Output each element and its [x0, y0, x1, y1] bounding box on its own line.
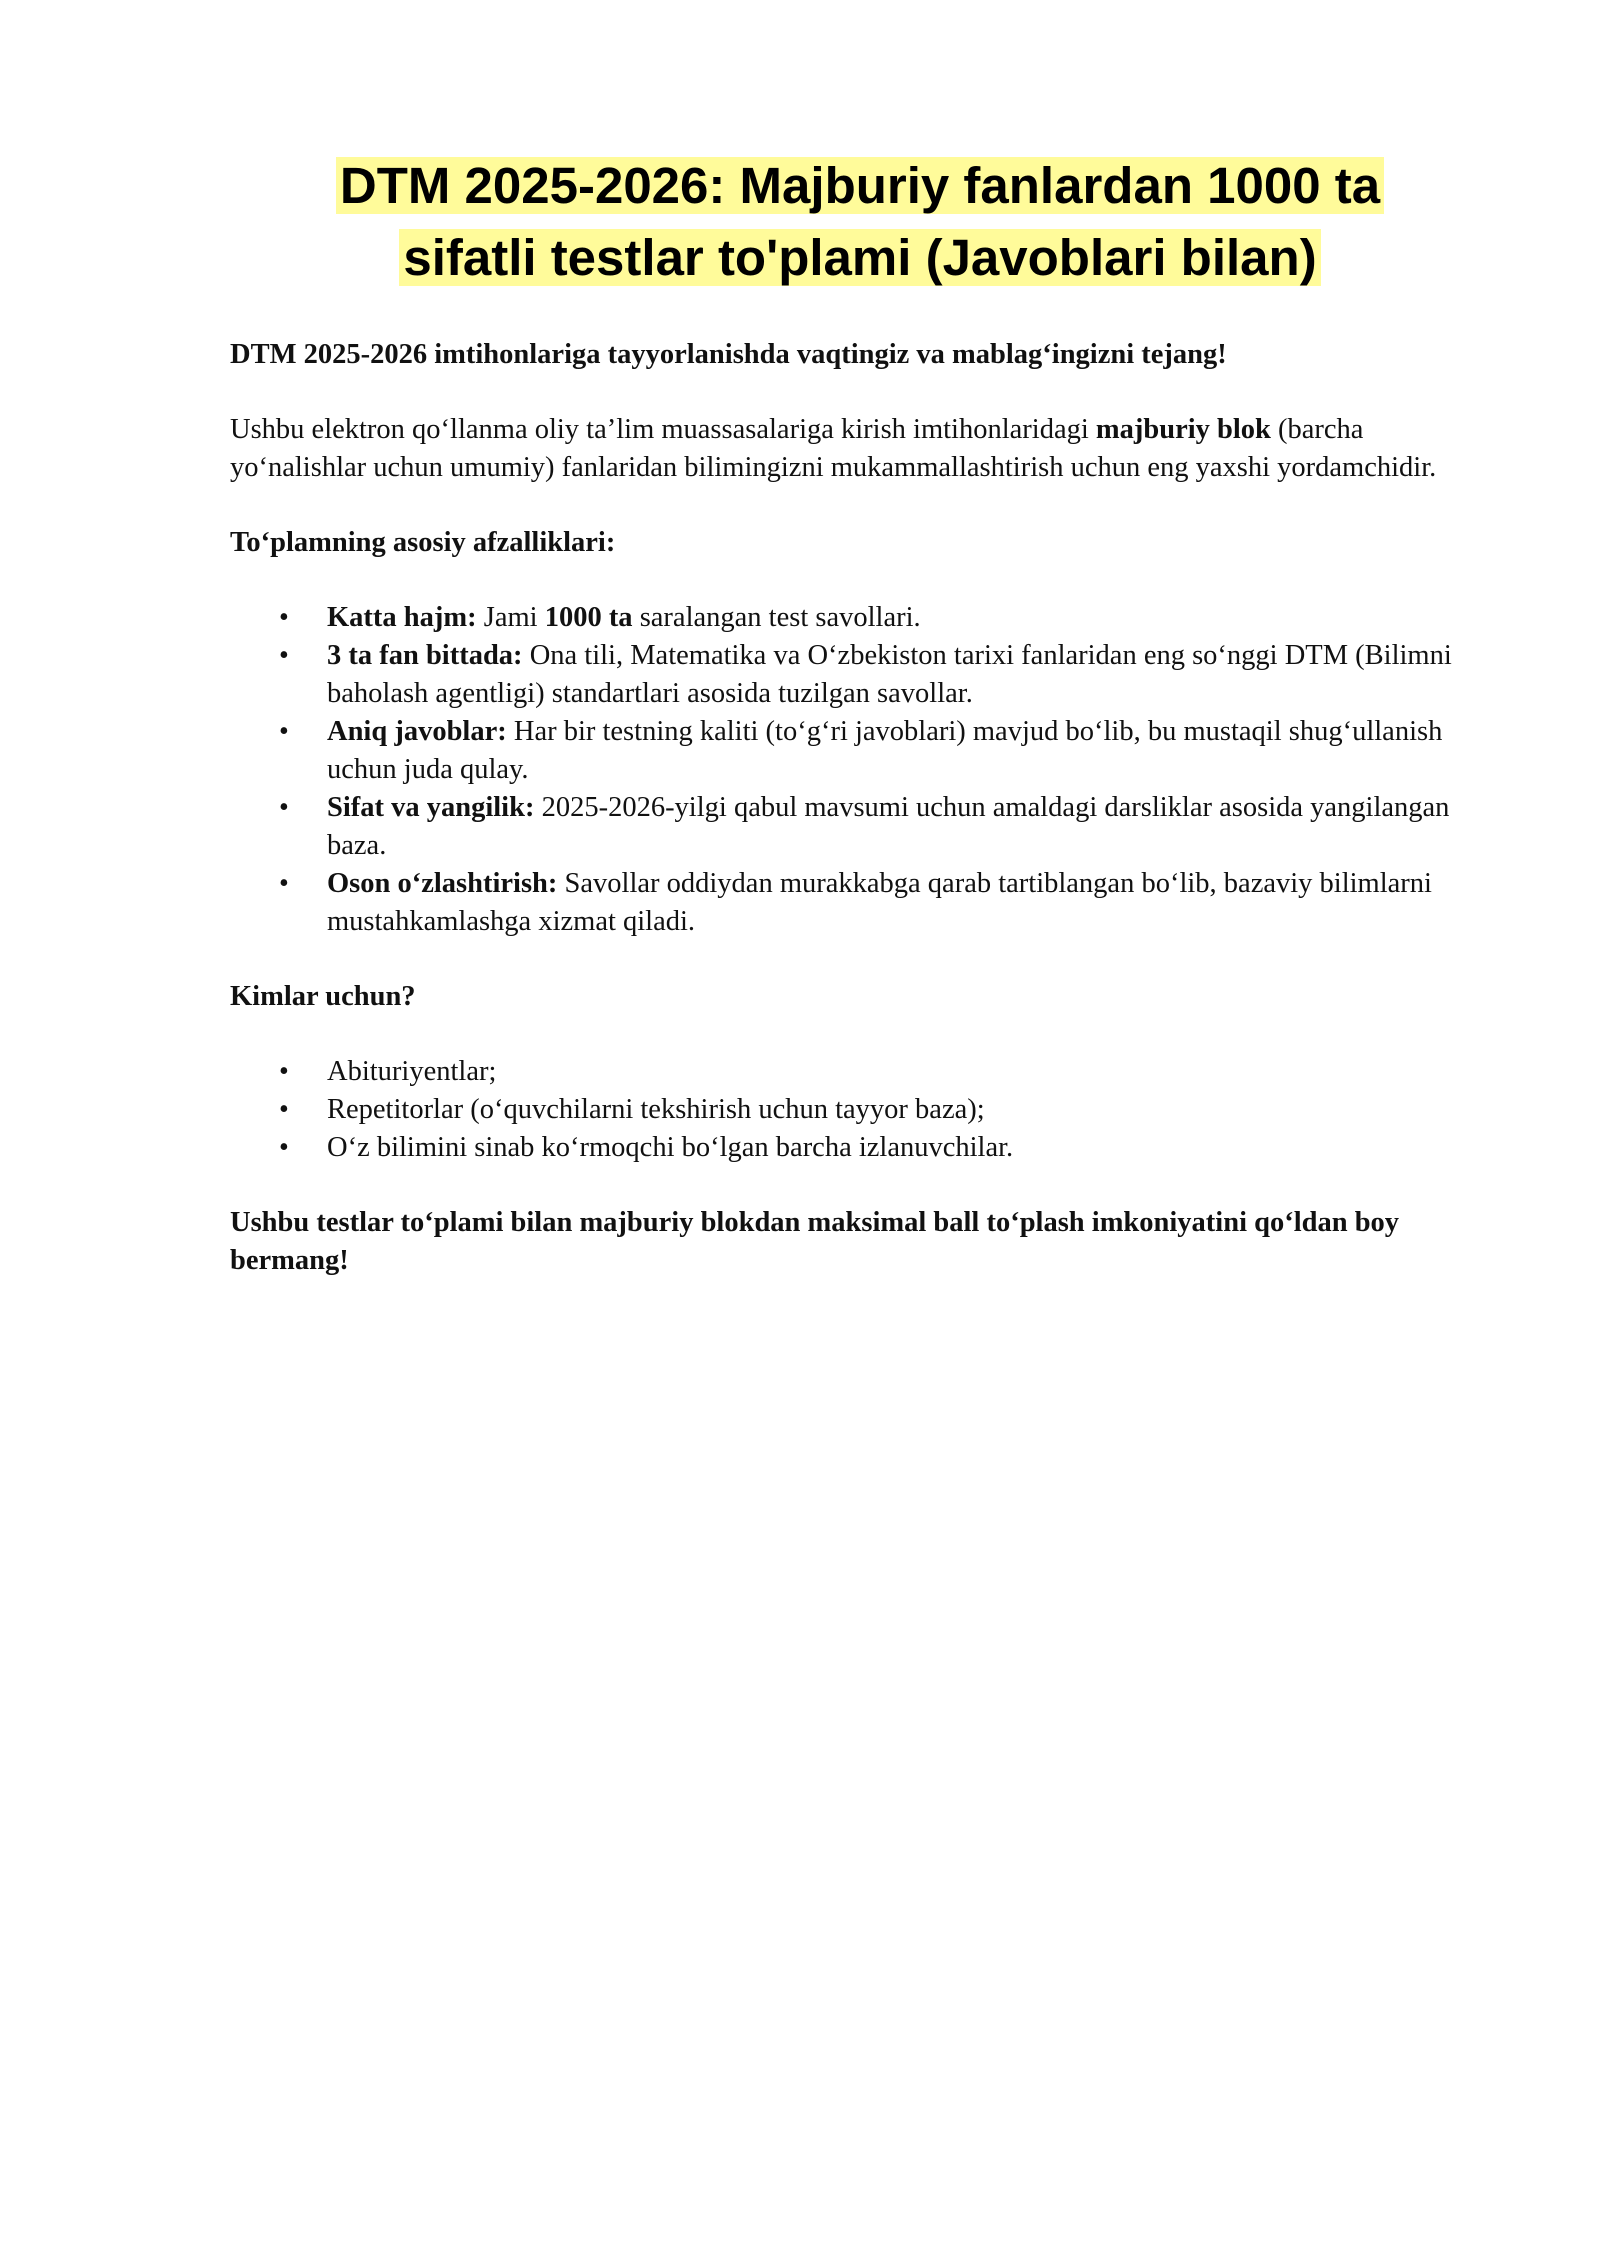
list-item: [327, 865, 1490, 941]
intro-paragraph: [230, 411, 1490, 487]
item-bold: 3 ta fan bittada:: [327, 640, 523, 671]
advantages-heading: To‘plamning asosiy afzalliklari:: [230, 527, 616, 558]
item-text: Ona tili, Matematika va O‘zbekiston tarixi fanlaridan eng so‘nggi DTM (Bilimni baholash agentligi) standartlari asosida tuzilgan savollar.: [327, 640, 1452, 709]
lead-paragraph: DTM 2025-2026 imtihonlariga tayyorlanishda vaqtingiz va mablag‘ingizni tejang!: [230, 339, 1227, 370]
list-item: • Repetitorlar (o‘quvchilarni tekshirish uchun tayyor baza);: [327, 1091, 1490, 1129]
item-bold-2: 1000 ta: [544, 602, 633, 633]
item-text: Jami: [476, 602, 545, 633]
list-item: • O‘z bilimini sinab ko‘rmoqchi bo‘lgan barcha izlanuvchilar.: [327, 1129, 1490, 1167]
item-text: Har bir testning kaliti (to‘g‘ri javoblari) mavjud bo‘lib, bu mustaqil shug‘ullanish uchun juda qulay.: [327, 716, 1443, 785]
list-item: [327, 637, 1490, 713]
closing-paragraph: Ushbu testlar to‘plami bilan majburiy blokdan maksimal ball to‘plash imkoniyatini qo‘ldan boy bermang!: [230, 1207, 1400, 1276]
item-text-2: saralangan test savollari.: [632, 602, 921, 633]
list-item: • Abituriyentlar;: [327, 1053, 1490, 1091]
document-page: [230, 150, 1490, 1317]
item-bold: Katta hajm:: [327, 602, 477, 633]
audience-list: [230, 1053, 1490, 1167]
list-item: [327, 789, 1490, 865]
item-bold: Oson o‘zlashtirish:: [327, 868, 558, 899]
intro-bold: majburiy blok: [1095, 414, 1271, 445]
item-text: 2025-2026-yilgi qabul mavsumi uchun amaldagi darsliklar asosida yangilangan baza.: [327, 792, 1450, 861]
intro-text-after: (barcha yo‘nalishlar uchun umumiy) fanlaridan bilimingizni mukammallashtirish uchun eng yaxshi yordamchidir.: [230, 414, 1437, 483]
list-item: [327, 599, 1490, 637]
item-text: Savollar oddiydan murakkabga qarab tartiblangan bo‘lib, bazaviy bilimlarni mustahkamlashga xizmat qiladi.: [327, 868, 1432, 937]
item-bold: Aniq javoblar:: [327, 716, 507, 747]
title-line-2: sifatli testlar to'plami (Javoblari bilan): [399, 229, 1320, 286]
list-item: [327, 713, 1490, 789]
item-bold: Sifat va yangilik:: [327, 792, 535, 823]
document-title: [230, 150, 1490, 294]
intro-text-before: Ushbu elektron qo‘llanma oliy ta’lim muassasalariga kirish imtihonlaridagi: [230, 414, 1096, 445]
advantages-list: [230, 599, 1490, 941]
title-line-1: DTM 2025-2026: Majburiy fanlardan 1000 ta: [336, 157, 1384, 214]
audience-heading: Kimlar uchun?: [230, 981, 416, 1012]
